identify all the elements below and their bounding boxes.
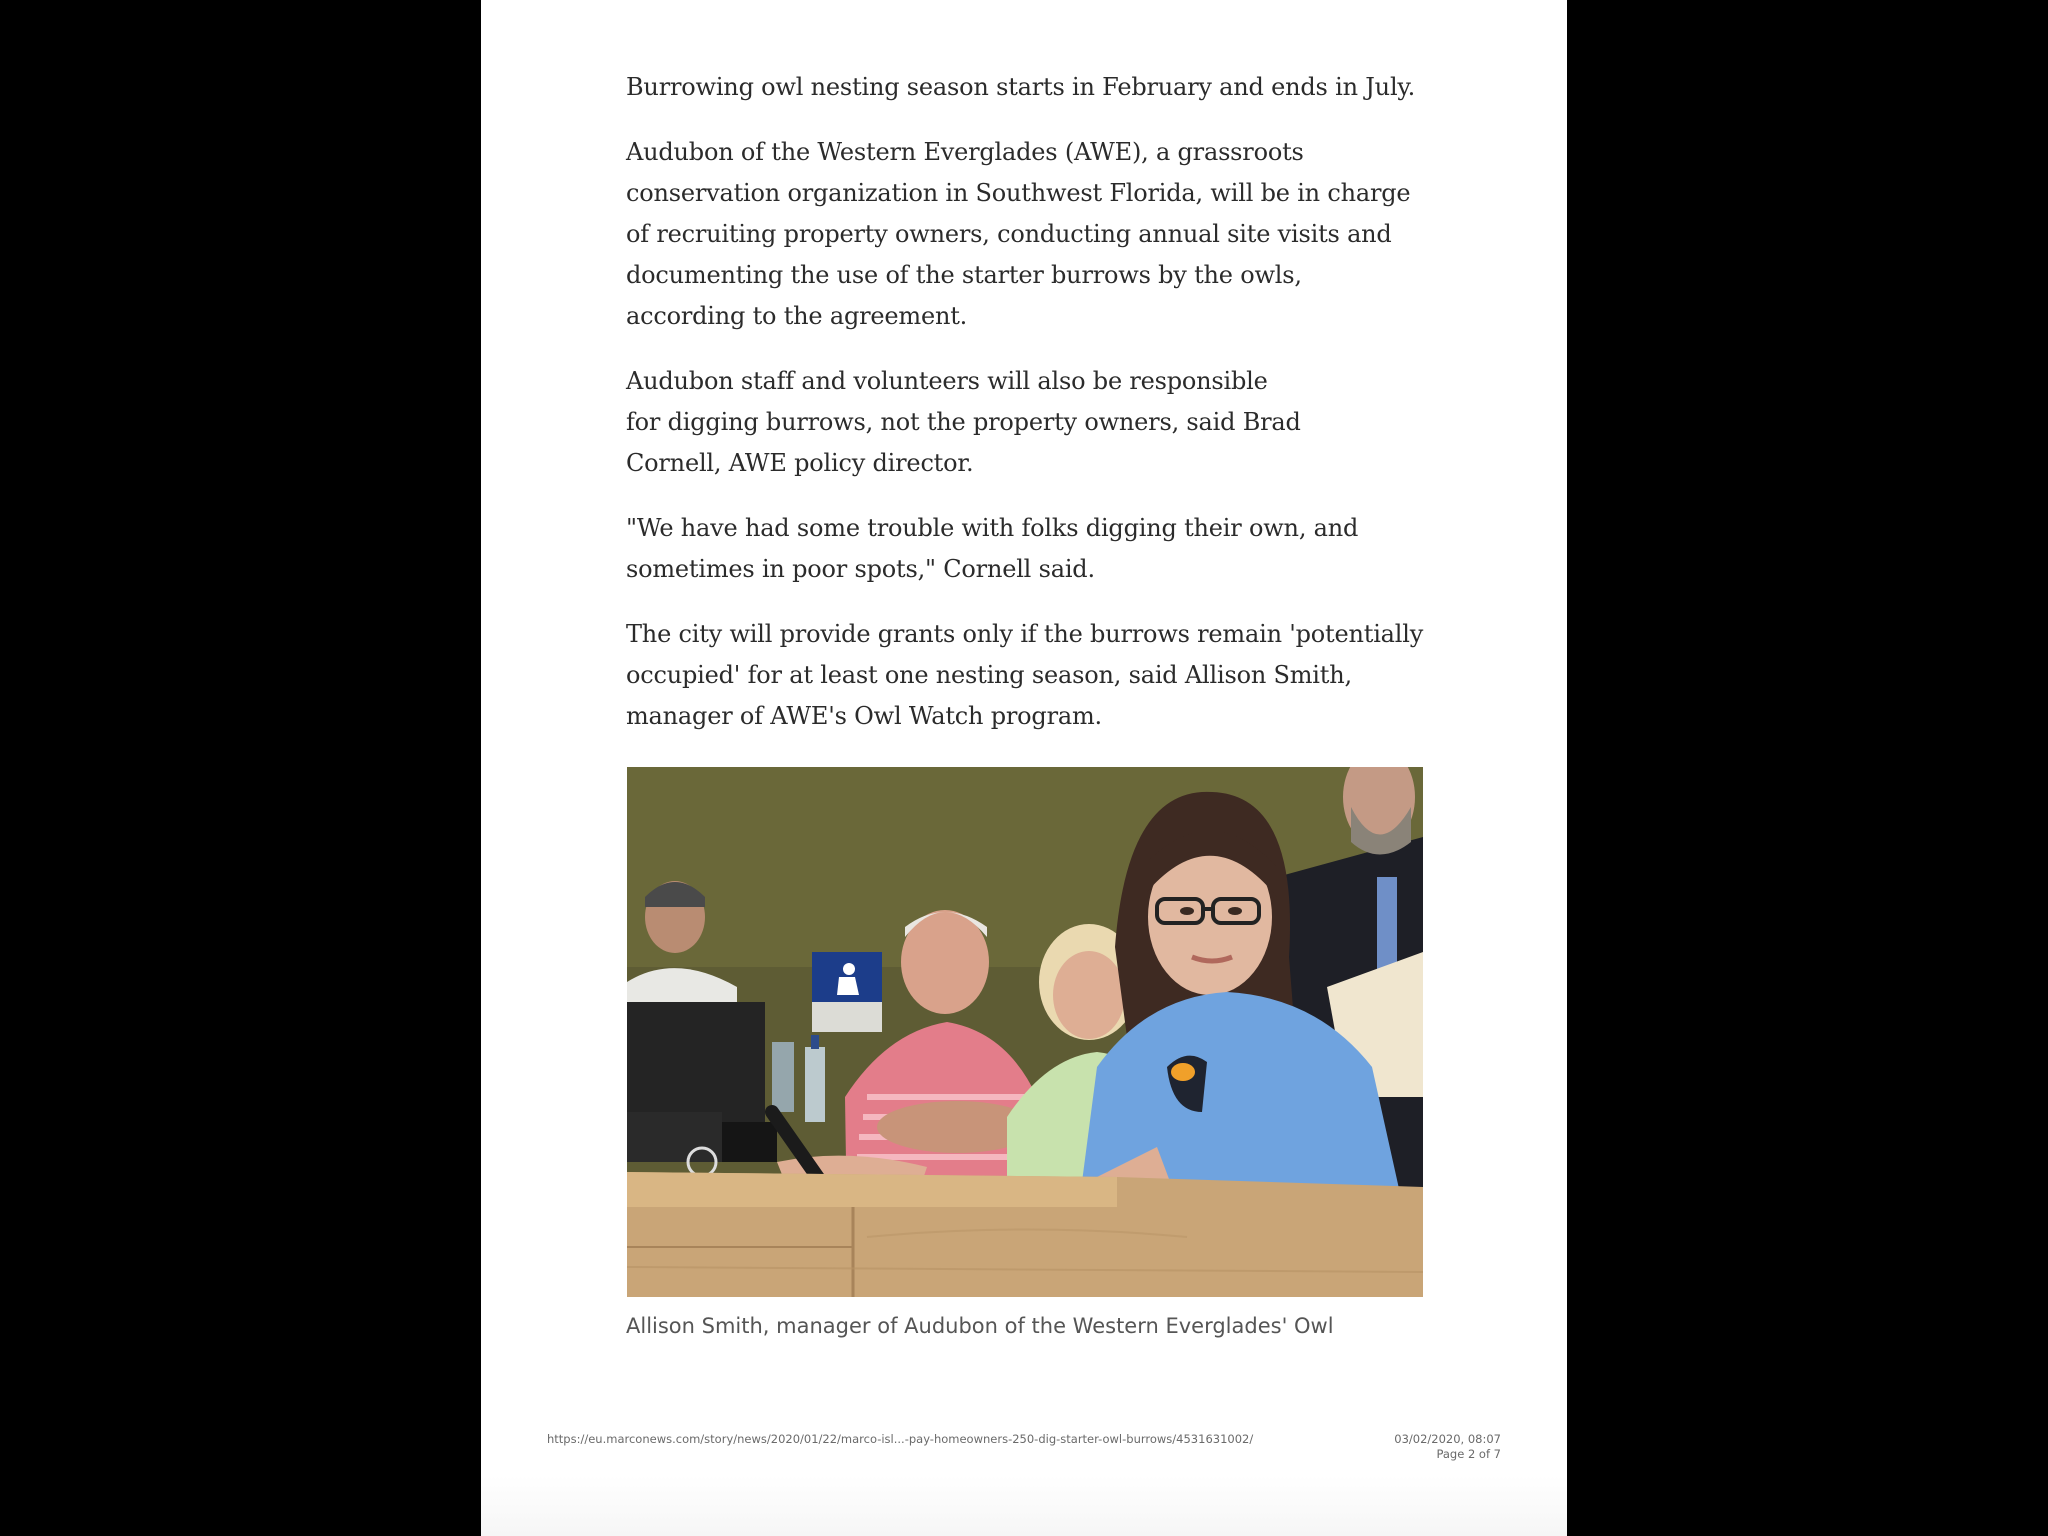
paragraph-grants: The city will provide grants only if the burrows remain 'potentially occupied' for at least one nesting season, said Allison Smith, manager of AWE's Owl Watch program.: [626, 620, 1424, 730]
meeting-photo-illustration: [627, 767, 1423, 1297]
article-photo: [627, 767, 1423, 1297]
footer-page-number: Page 2 of 7: [1436, 1447, 1501, 1461]
paragraph-nesting-season: Burrowing owl nesting season starts in February and ends in July.: [626, 73, 1416, 101]
footer-meta: [1394, 1432, 1501, 1462]
footer-datetime: 03/02/2020, 08:07: [1394, 1432, 1501, 1446]
footer-url: https://eu.marconews.com/story/news/2020/01/22/marco-isl...-pay-homeowners-250-dig-starter-owl-burrows/4531631002/: [547, 1432, 1254, 1446]
paragraph-line: Cornell, AWE policy director.: [626, 449, 974, 477]
paragraph-line: for digging burrows, not the property owners, said Brad: [626, 408, 1301, 436]
paragraph-awe-role: Audubon of the Western Everglades (AWE), a grassroots conservation organization in Southwest Florida, will be in charge of recruiting property owners, conducting annual site visits and documenting the use of the starter burrows by the owls, according to the agreement.: [626, 138, 1411, 330]
article-body: [626, 67, 1426, 761]
document-page: [481, 0, 1567, 1536]
photo-caption: Allison Smith, manager of Audubon of the Western Everglades' Owl: [626, 1314, 1334, 1338]
paragraph-cornell-quote: "We have had some trouble with folks digging their own, and sometimes in poor spots," Cornell said.: [626, 514, 1359, 583]
paragraph-line: Audubon staff and volunteers will also be responsible: [626, 367, 1268, 395]
page-bottom-fade: [481, 1476, 1567, 1536]
paragraph-digging-burrows: [626, 361, 1426, 484]
